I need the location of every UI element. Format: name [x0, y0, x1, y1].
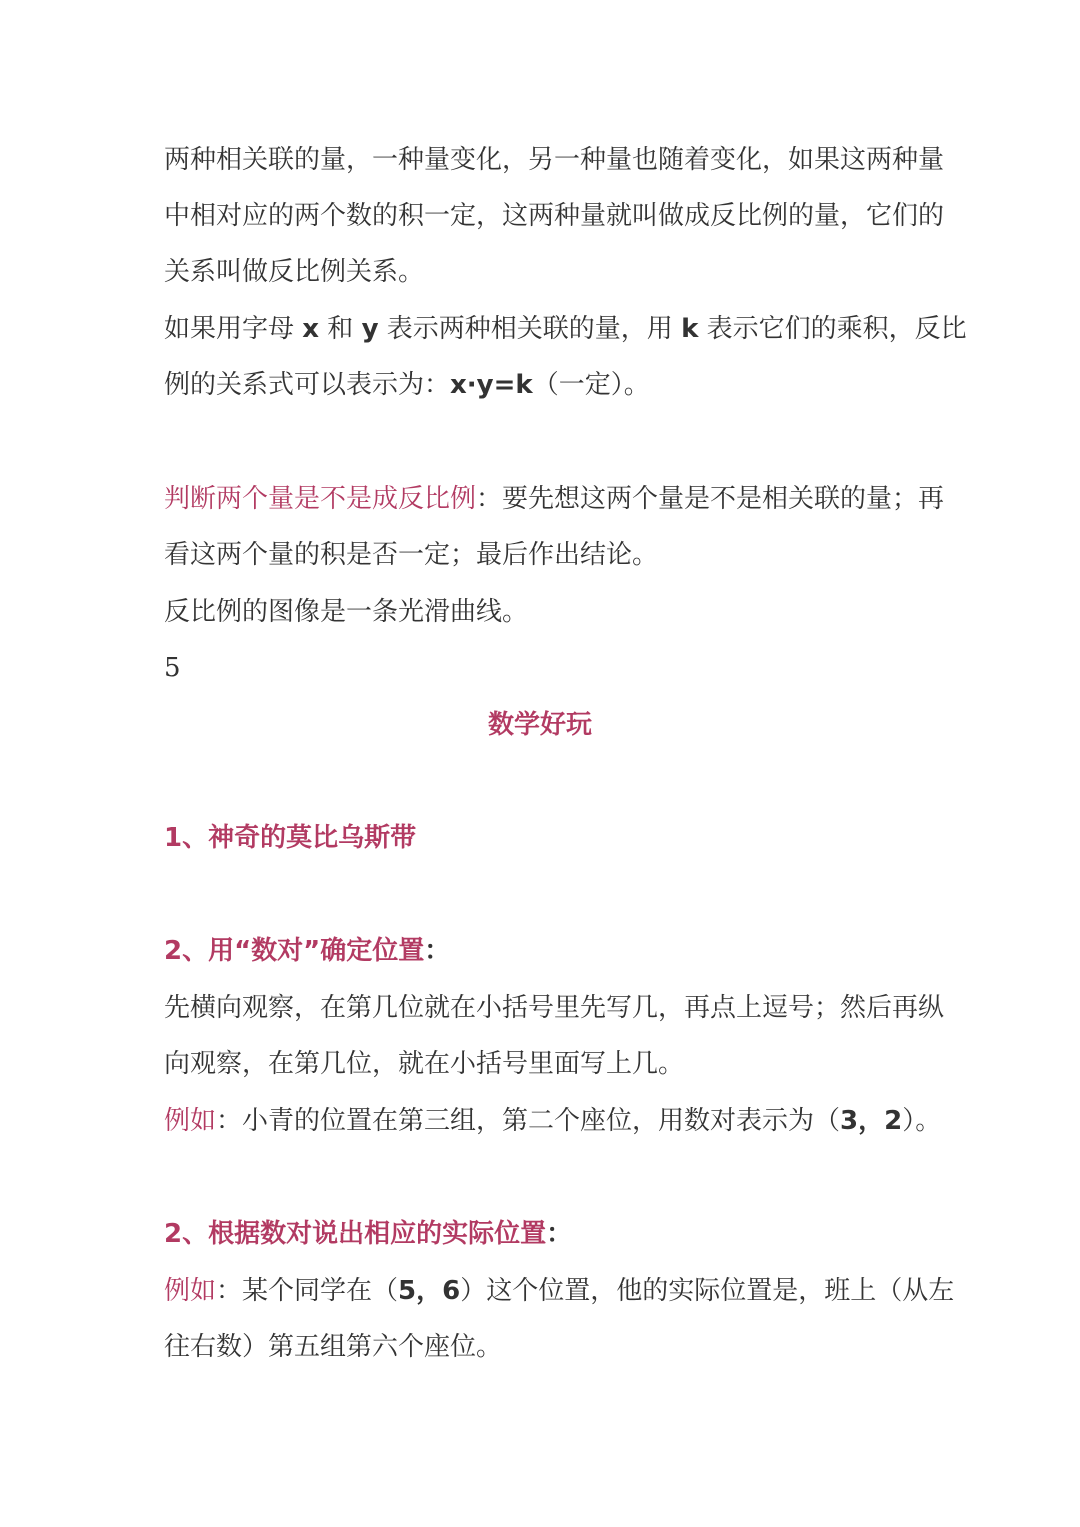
paragraph-formula-line-1: [164, 309, 967, 349]
text-segment: ：某个同学在（: [216, 1276, 399, 1306]
paragraph-definition-line-1: 两种相关联的量，一种量变化，另一种量也随着变化，如果这两种量: [164, 145, 945, 175]
section-title: 数学好玩: [487, 710, 592, 740]
text-segment: 和: [319, 314, 362, 344]
item-1-heading: 1、神奇的莫比乌斯带: [164, 823, 417, 853]
text-segment: ）。: [902, 1106, 942, 1136]
item-2-line-2: 向观察，在第几位，就在小括号里面写上几。: [164, 1049, 685, 1079]
paragraph-definition-line-3: 关系叫做反比例关系。: [164, 257, 425, 287]
text-segment: ：小青的位置在第三组，第二个座位，用数对表示为（: [216, 1106, 841, 1136]
text-segment: 如果用字母: [164, 314, 303, 344]
item-2-example: [164, 1101, 941, 1141]
variable-x: x: [302, 314, 320, 344]
heading-text: 2、根据数对说出相应的实际位置: [164, 1219, 547, 1249]
example-pair: 5，6: [398, 1276, 461, 1306]
example-pair: 3，2: [840, 1106, 903, 1136]
item-2-line-1: 先横向观察，在第几位就在小括号里先写几，再点上逗号；然后再纵: [164, 993, 945, 1023]
text-segment: ）这个位置，他的实际位置是，班上（从左: [460, 1276, 955, 1306]
item-3-heading: [164, 1214, 572, 1254]
item-2-heading: [164, 931, 450, 971]
item-3-example: [164, 1271, 954, 1311]
variable-y: y: [361, 314, 379, 344]
item-3-line-2: 往右数）第五组第六个座位。: [164, 1332, 503, 1362]
formula: x·y=k: [450, 370, 533, 400]
heading-colon: ：: [546, 1219, 573, 1249]
example-label: 例如: [164, 1106, 217, 1136]
paragraph-definition-line-2: 中相对应的两个数的积一定，这两种量就叫做成反比例的量，它们的: [164, 201, 945, 231]
text-segment: 例的关系式可以表示为：: [164, 370, 451, 400]
text-segment: ：要先想这两个量是不是相关联的量；再: [476, 484, 945, 514]
paragraph-judge-line-1: [164, 479, 944, 519]
example-label: 例如: [164, 1276, 217, 1306]
judge-label: 判断两个量是不是成反比例: [164, 484, 477, 514]
paragraph-formula-line-2: [164, 365, 650, 405]
text-segment: 表示它们的乘积，反比: [698, 314, 967, 344]
text-segment: （一定）。: [532, 370, 650, 400]
paragraph-judge-line-2: 看这两个量的积是否一定；最后作出结论。: [164, 540, 659, 570]
page-number: 5: [164, 653, 181, 683]
heading-colon: ：: [424, 936, 451, 966]
heading-text: 2、用“数对”确定位置: [164, 936, 425, 966]
variable-k: k: [681, 314, 699, 344]
paragraph-graph: 反比例的图像是一条光滑曲线。: [164, 597, 529, 627]
text-segment: 表示两种相关联的量，用: [378, 314, 682, 344]
